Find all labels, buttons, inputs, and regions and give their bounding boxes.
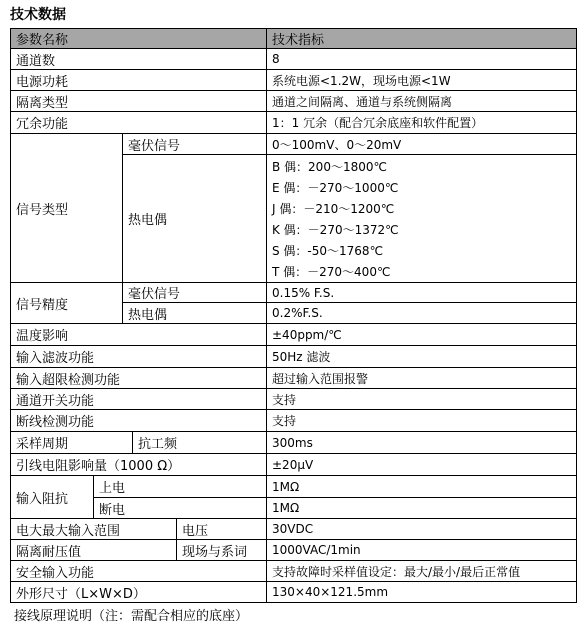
row-value-redundancy: 1：1 冗余（配合冗余底座和软件配置）	[266, 111, 577, 134]
row-label-lead-resistance: 引线电阻影响量（1000 Ω）	[10, 453, 267, 476]
header-param: 参数名称	[10, 28, 267, 49]
accuracy-tc-value: 0.2%F.S.	[266, 302, 577, 324]
header-spec: 技术指标	[266, 28, 577, 49]
row-value-max-input: 30VDC	[266, 518, 577, 540]
tc-range-s: S 偶：-50～1768℃	[272, 244, 384, 258]
signal-type-tc-label: 热电偶	[122, 154, 267, 283]
row-label-dimensions: 外形尺寸（L×W×D）	[10, 581, 267, 603]
row-value-break-detect: 支持	[266, 409, 577, 432]
row-value-power: 系统电源<1.2W，现场电源<1W	[266, 69, 577, 91]
row-label-signal-type: 信号类型	[10, 133, 123, 283]
row-label-isolation-type: 隔离类型	[10, 90, 267, 112]
row-label-channel-switch: 通道开关功能	[10, 388, 267, 410]
tc-range-e: E 偶：－270～1000℃	[272, 181, 399, 195]
footer-note: 接线原理说明（注：需配合相应的底座）	[14, 609, 249, 624]
impedance-off-label: 断电	[93, 497, 267, 519]
accuracy-tc-label: 热电偶	[122, 302, 267, 324]
tc-range-t: T 偶：－270～400℃	[272, 265, 391, 279]
withstand-sub-label: 现场与系词	[176, 539, 267, 561]
row-label-input-impedance: 输入阻抗	[10, 475, 94, 519]
tc-range-k: K 偶：－270～1372℃	[272, 223, 399, 237]
row-value-sampling: 300ms	[266, 431, 577, 454]
max-input-sub-label: 电压	[176, 518, 267, 540]
row-value-channel-switch: 支持	[266, 388, 577, 410]
accuracy-mv-value: 0.15% F.S.	[266, 282, 577, 303]
row-label-accuracy: 信号精度	[10, 282, 123, 324]
impedance-on-value: 1MΩ	[266, 475, 577, 498]
row-label-channels: 通道数	[10, 48, 267, 70]
row-label-filter: 输入滤波功能	[10, 345, 267, 368]
row-value-dimensions: 130×40×121.5mm	[266, 581, 577, 603]
row-value-safe-input: 支持故障时采样值设定：最大/最小/最后正常值	[266, 560, 577, 582]
tc-range-j: J 偶：－210～1200℃	[272, 202, 395, 216]
tc-range-b: B 偶：200～1800℃	[272, 160, 387, 174]
section-title: 技术数据	[10, 7, 66, 23]
row-value-isolation-type: 通道之间隔离、通道与系统侧隔离	[266, 90, 577, 112]
row-label-power: 电源功耗	[10, 69, 267, 91]
row-label-temp-effect: 温度影响	[10, 323, 267, 346]
row-label-max-input: 电大最大输入范围	[10, 518, 177, 540]
row-value-channels: 8	[266, 48, 577, 70]
accuracy-mv-label: 毫伏信号	[122, 282, 267, 303]
impedance-off-value: 1MΩ	[266, 497, 577, 519]
row-label-redundancy: 冗余功能	[10, 111, 267, 134]
row-value-lead-resistance: ±20μV	[266, 453, 577, 476]
row-value-withstand: 1000VAC/1min	[266, 539, 577, 561]
signal-type-mv-value: 0～100mV、0～20mV	[266, 133, 577, 155]
row-label-over-limit: 输入超限检测功能	[10, 367, 267, 389]
row-label-safe-input: 安全输入功能	[10, 560, 267, 582]
impedance-on-label: 上电	[93, 475, 267, 498]
signal-type-mv-label: 毫伏信号	[122, 133, 267, 155]
row-value-filter: 50Hz 滤波	[266, 345, 577, 368]
row-value-over-limit: 超过输入范围报警	[266, 367, 577, 389]
sampling-sub-label: 抗工频	[132, 431, 267, 454]
row-value-temp-effect: ±40ppm/℃	[266, 323, 577, 346]
row-label-sampling: 采样周期	[10, 431, 133, 454]
row-label-break-detect: 断线检测功能	[10, 409, 267, 432]
row-label-withstand: 隔离耐压值	[10, 539, 177, 561]
signal-type-tc-ranges	[266, 154, 577, 283]
